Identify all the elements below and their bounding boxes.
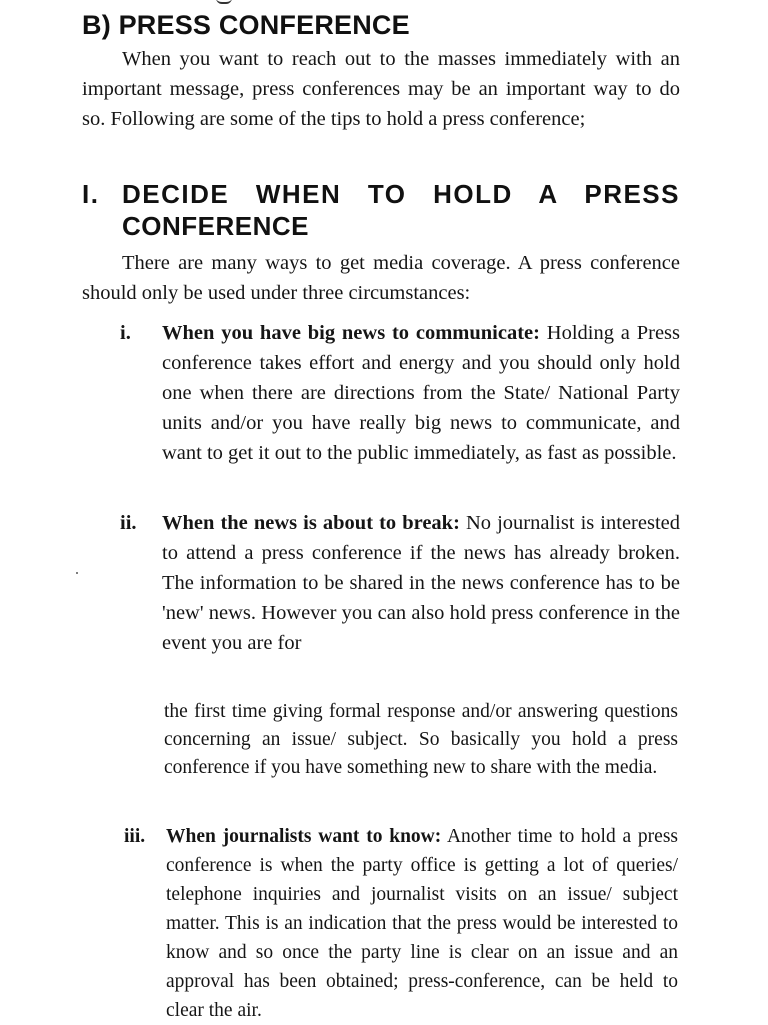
list-item-text: Another time to hold a press conference is when the party office is getting a lot of queries/ telephone inquiries and journalist visits on an issue/ subject matter. This is an indication that the press would be interested to know and so once the party line is clear on an issue and an approval has been obtained; press-conference, can be held to clear the air. — [166, 826, 678, 1021]
list-item-title: When you have big news to communicate — [162, 322, 534, 344]
subsection-heading-text: DECIDE WHEN TO HOLD A PRESS — [122, 179, 680, 209]
list-item-text: No journalist is interested to attend a press conference if the news has already broken. The information to be shared in the news conference has to be 'new' news. However you can also hold press conference in the event you are for — [162, 512, 680, 654]
list-item-marker: ii. — [120, 512, 137, 534]
list-item-title: When the news is about to break — [162, 512, 454, 534]
subsection-number: I. — [82, 179, 100, 209]
title-colon: : — [453, 512, 460, 534]
list-item-title: When journalists want to know — [166, 826, 435, 847]
section-heading: B) PRESS CONFERENCE — [82, 10, 410, 40]
list-item-text: Holding a Press conference takes effort and energy and you should only hold one when there are directions from the State/ National Party units and/or you have really big news to communicate, and want to get it out to the public immediately, as fast as possible. — [162, 322, 680, 464]
subsection-heading — [82, 178, 680, 242]
list-item-marker: i. — [120, 322, 131, 344]
title-colon: : — [533, 322, 540, 344]
list-item-continuation: the first time giving formal response and/or answering questions concerning an issue/ subject. So basically you hold a press conference if you have something new to share with the media. — [164, 701, 678, 778]
list-item-body — [162, 508, 680, 658]
subsection-heading-line1 — [82, 178, 680, 210]
scan-speck — [76, 572, 78, 574]
list-item-body — [162, 318, 680, 468]
section-intro-paragraph: When you want to reach out to the masses immediately with an important message, press conferences may be an important way to do so. Following are some of the tips to hold a press conference; — [82, 48, 680, 130]
title-colon: : — [434, 826, 442, 847]
list-item-marker: iii. — [124, 826, 146, 847]
cropped-text-fragment — [216, 0, 232, 4]
subsection-heading-line2: CONFERENCE — [122, 211, 310, 241]
list-item-body — [166, 822, 678, 1025]
subsection-intro-paragraph: There are many ways to get media coverage. A press conference should only be used under three circumstances: — [82, 252, 680, 304]
